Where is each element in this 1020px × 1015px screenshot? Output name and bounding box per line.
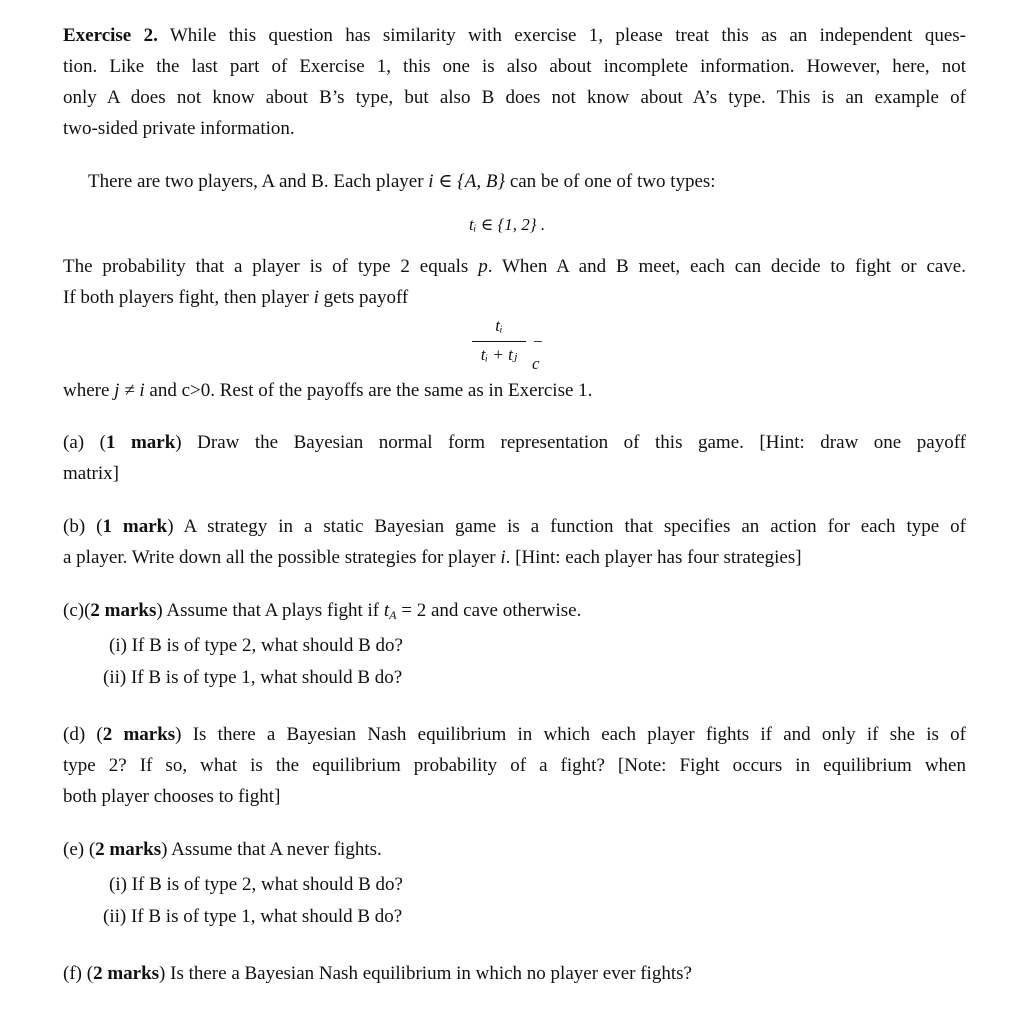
part-c-close: ) [156,600,163,621]
part-f-label: (f) ( [63,963,94,984]
part-b-label: (b) ( [63,516,103,537]
formula-denominator: tᵢ + tⱼ [480,345,518,364]
setup-line [88,170,716,194]
types-equation: tᵢ ∈ {1, 2} . [469,215,546,234]
part-b-line2-post: . [Hint: each player has four strategies] [505,547,802,568]
part-b-line-2 [63,546,802,570]
part-a-marks: 1 mark [105,432,176,453]
part-d-marks: 2 marks [102,724,176,745]
payoff-pre: If both players fight, then player [63,287,314,308]
prob-line-1 [63,255,966,279]
fraction-bar [472,341,526,342]
part-a-close: ) [175,432,182,453]
part-e-sub-ii: (ii) If B is of type 1, what should B do? [103,906,403,927]
part-d-text: Is there a Bayesian Nash equilibrium in which each player fights if and only if she is of [181,724,966,745]
part-e-sub-i: (i) If B is of type 2, what should B do? [109,874,403,895]
part-f-text: Is there a Bayesian Nash equilibrium in which no player ever fights? [165,963,692,984]
prob-var: p [478,256,488,277]
part-c-sub: A [389,608,397,622]
intro-line-2: tion. Like the last part of Exercise 1, this one is also about incomplete information. However, here, not [63,56,966,77]
part-c-post: = 2 and cave otherwise. [396,600,582,621]
part-d-label: (d) ( [63,724,103,745]
formula-minus-c: − c [532,332,544,373]
part-a-line-2: matrix] [63,463,119,484]
prob-post: . When A and B meet, each can decide to fight or cave. [487,256,966,277]
part-c-pre: Assume that A plays fight if [162,600,384,621]
payoff-post: gets payoff [318,287,409,308]
part-b-line2-pre: a player. Write down all the possible strategies for player [63,547,501,568]
payoff-var: i [313,287,319,308]
prob-line-2 [63,286,408,310]
part-b-line2-var: i [500,547,506,568]
where-pre: where [63,380,115,401]
part-c-line-1 [63,599,581,623]
part-c-var: t [383,600,390,621]
part-a-label: (a) ( [63,432,106,453]
intro-line-3: only A does not know about B’s type, but also B does not know about A’s type. This is an example of [63,87,966,108]
part-a-line-1 [63,431,966,455]
setup-post: can be of one of two types: [505,171,716,192]
exercise-heading: Exercise 2. [63,25,158,46]
part-e-text: Assume that A never fights. [167,839,382,860]
where-cond: j ≠ i [114,380,145,401]
setup-pre: There are two players, A and B. Each player [88,171,429,192]
part-c-sub-ii: (ii) If B is of type 1, what should B do? [103,667,403,688]
part-e-line-1 [63,838,382,862]
part-f-line-1 [63,962,692,986]
part-b-close: ) [167,516,174,537]
part-c-sub-i: (i) If B is of type 2, what should B do? [109,635,403,656]
part-d-close: ) [175,724,182,745]
part-b-text: A strategy in a static Bayesian game is a function that specifies an action for each type of [173,516,967,537]
part-c-label: (c)( [63,600,91,621]
part-d-line-3: both player chooses to fight] [63,786,281,807]
part-d-line-2: type 2? If so, what is the equilibrium probability of a fight? [Note: Fight occurs in equilibrium when [63,755,966,776]
part-d-line-1 [63,723,966,747]
intro-line-1 [63,24,966,48]
prob-pre: The probability that a player is of type 2 equals [63,256,479,277]
formula-numerator: tᵢ [495,316,503,335]
intro-text-1: While this question has similarity with exercise 1, please treat this as an independent ques- [169,25,966,46]
where-line [63,379,592,403]
where-post: and c>0. Rest of the payoffs are the same as in Exercise 1. [144,380,593,401]
part-f-close: ) [159,963,166,984]
part-a-text: Draw the Bayesian normal form representation of this game. [Hint: draw one payoff [181,432,967,453]
part-e-close: ) [161,839,168,860]
intro-line-4: two-sided private information. [63,118,295,139]
part-b-line-1 [63,515,966,539]
part-b-marks: 1 mark [102,516,168,537]
setup-set: ∈ {A, B} [433,171,506,192]
part-e-label: (e) ( [63,839,96,860]
part-c-marks: 2 marks [90,600,157,621]
setup-var: i [428,171,434,192]
part-f-marks: 2 marks [93,963,160,984]
part-e-marks: 2 marks [95,839,162,860]
